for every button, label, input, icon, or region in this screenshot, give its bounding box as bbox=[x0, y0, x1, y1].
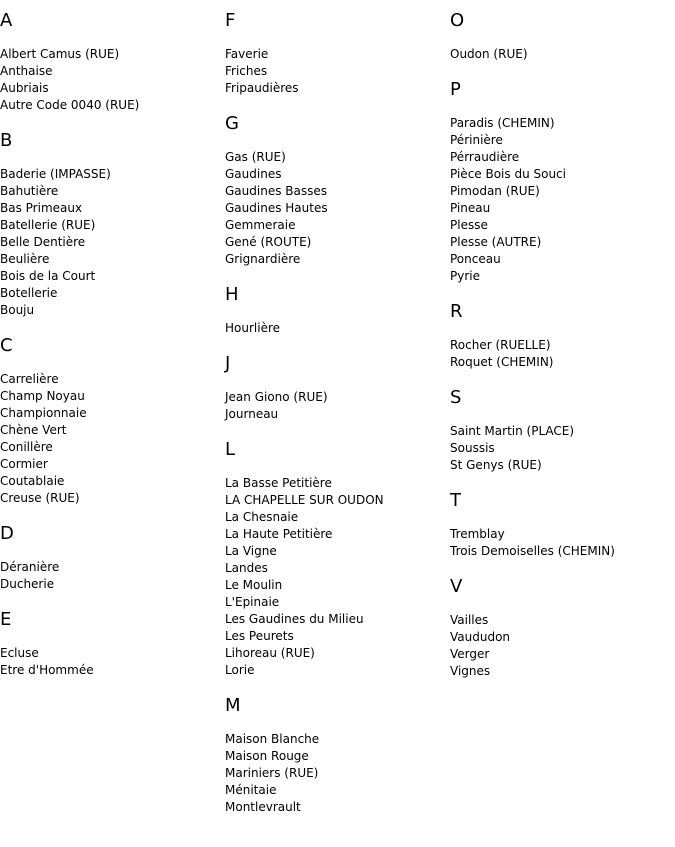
street-link-tremblay[interactable]: Tremblay bbox=[450, 527, 505, 541]
street-list bbox=[0, 371, 225, 507]
street-link-saint-martin-place[interactable]: Saint Martin (PLACE) bbox=[450, 424, 575, 438]
street-link-perraudiere[interactable]: Pérraudière bbox=[450, 150, 520, 164]
street-link-la-basse-petitiere[interactable]: La Basse Petitière bbox=[225, 476, 332, 490]
street-link-la-chesnaie[interactable]: La Chesnaie bbox=[225, 510, 299, 524]
letter-heading: L bbox=[225, 439, 236, 460]
street-link-la-haute-petitiere[interactable]: La Haute Petitière bbox=[225, 527, 333, 541]
street-link-le-moulin[interactable]: Le Moulin bbox=[225, 578, 283, 592]
street-link-menitaie[interactable]: Ménitaie bbox=[225, 783, 277, 797]
street-list bbox=[450, 612, 675, 680]
street-link-grignardiere[interactable]: Grignardière bbox=[225, 252, 301, 266]
street-list bbox=[225, 149, 450, 268]
letter-section-p bbox=[450, 79, 675, 285]
street-link-champ-noyau[interactable]: Champ Noyau bbox=[0, 389, 85, 403]
letter-section-t bbox=[450, 490, 675, 560]
street-link-pimodan-rue[interactable]: Pimodan (RUE) bbox=[450, 184, 540, 198]
street-list bbox=[450, 115, 675, 285]
letter-heading: S bbox=[450, 387, 462, 408]
letter-section-r bbox=[450, 301, 675, 371]
street-link-vignes[interactable]: Vignes bbox=[450, 664, 491, 678]
letter-section-b bbox=[0, 130, 225, 319]
letter-heading: E bbox=[0, 609, 12, 630]
street-link-aubriais[interactable]: Aubriais bbox=[0, 81, 49, 95]
street-list bbox=[0, 166, 225, 319]
street-link-periniere[interactable]: Périnière bbox=[450, 133, 503, 147]
street-list bbox=[450, 526, 675, 560]
street-link-ponceau[interactable]: Ponceau bbox=[450, 252, 501, 266]
street-link-botellerie[interactable]: Botellerie bbox=[0, 286, 58, 300]
letter-heading: A bbox=[0, 10, 13, 31]
street-link-hourliere[interactable]: Hourlière bbox=[225, 321, 281, 335]
street-link-batellerie-rue[interactable]: Batellerie (RUE) bbox=[0, 218, 96, 232]
street-list bbox=[0, 559, 225, 593]
street-link-bahutiere[interactable]: Bahutière bbox=[0, 184, 59, 198]
letter-section-c bbox=[0, 335, 225, 507]
letter-heading: T bbox=[450, 490, 461, 511]
street-link-fripaudieres[interactable]: Fripaudières bbox=[225, 81, 299, 95]
letter-heading: G bbox=[225, 113, 239, 134]
street-link-belle-dentiere[interactable]: Belle Dentière bbox=[0, 235, 86, 249]
street-link-gas-rue[interactable]: Gas (RUE) bbox=[225, 150, 286, 164]
letter-section-d bbox=[0, 523, 225, 593]
street-link-pineau[interactable]: Pineau bbox=[450, 201, 491, 215]
letter-section-l bbox=[225, 439, 450, 679]
street-link-chene-vert[interactable]: Chène Vert bbox=[0, 423, 67, 437]
street-list bbox=[225, 731, 450, 816]
street-list bbox=[450, 46, 675, 63]
street-list bbox=[450, 337, 675, 371]
letter-section-g bbox=[225, 113, 450, 268]
street-link-verger[interactable]: Verger bbox=[450, 647, 490, 661]
street-link-trois-demoiselles-chemin[interactable]: Trois Demoiselles (CHEMIN) bbox=[450, 544, 615, 558]
letter-heading: M bbox=[225, 695, 241, 716]
letter-heading: H bbox=[225, 284, 239, 305]
letter-heading: C bbox=[0, 335, 13, 356]
street-list bbox=[0, 46, 225, 114]
letter-heading: V bbox=[450, 576, 463, 597]
letter-heading: D bbox=[0, 523, 14, 544]
street-list bbox=[225, 46, 450, 97]
street-link-etre-d-hommee[interactable]: Etre d'Hommée bbox=[0, 663, 94, 677]
street-link-championnaie[interactable]: Championnaie bbox=[0, 406, 87, 420]
street-link-bois-de-la-court[interactable]: Bois de la Court bbox=[0, 269, 96, 283]
street-link-gaudines[interactable]: Gaudines bbox=[225, 167, 282, 181]
street-link-plesse[interactable]: Plesse bbox=[450, 218, 488, 232]
letter-heading: P bbox=[450, 79, 461, 100]
street-link-journeau[interactable]: Journeau bbox=[225, 407, 279, 421]
street-list bbox=[225, 320, 450, 337]
street-index-column-3 bbox=[450, 10, 675, 696]
street-link-anthaise[interactable]: Anthaise bbox=[0, 64, 53, 78]
street-link-gaudines-basses[interactable]: Gaudines Basses bbox=[225, 184, 327, 198]
street-link-landes[interactable]: Landes bbox=[225, 561, 268, 575]
street-link-baderie-impasse[interactable]: Baderie (IMPASSE) bbox=[0, 167, 111, 181]
street-link-st-genys-rue[interactable]: St Genys (RUE) bbox=[450, 458, 542, 472]
street-link-gemmeraie[interactable]: Gemmeraie bbox=[225, 218, 296, 232]
street-list bbox=[225, 389, 450, 423]
street-list bbox=[0, 645, 225, 679]
street-link-albert-camus-rue[interactable]: Albert Camus (RUE) bbox=[0, 47, 120, 61]
street-link-mariniers-rue[interactable]: Mariniers (RUE) bbox=[225, 766, 319, 780]
street-link-lihoreau-rue[interactable]: Lihoreau (RUE) bbox=[225, 646, 315, 660]
street-link-vaududon[interactable]: Vaududon bbox=[450, 630, 511, 644]
street-link-piece-bois-du-souci[interactable]: Pièce Bois du Souci bbox=[450, 167, 566, 181]
street-link-gaudines-hautes[interactable]: Gaudines Hautes bbox=[225, 201, 328, 215]
street-link-maison-blanche[interactable]: Maison Blanche bbox=[225, 732, 320, 746]
street-link-roquet-chemin[interactable]: Roquet (CHEMIN) bbox=[450, 355, 554, 369]
letter-section-h bbox=[225, 284, 450, 337]
street-index-column-2 bbox=[225, 10, 450, 832]
street-link-bas-primeaux[interactable]: Bas Primeaux bbox=[0, 201, 83, 215]
letter-section-m bbox=[225, 695, 450, 816]
letter-heading: R bbox=[450, 301, 463, 322]
street-link-friches[interactable]: Friches bbox=[225, 64, 268, 78]
street-link-maison-rouge[interactable]: Maison Rouge bbox=[225, 749, 309, 763]
letter-section-v bbox=[450, 576, 675, 680]
street-link-cormier[interactable]: Cormier bbox=[0, 457, 48, 471]
letter-section-s bbox=[450, 387, 675, 474]
letter-heading: F bbox=[225, 10, 236, 31]
street-link-soussis[interactable]: Soussis bbox=[450, 441, 495, 455]
street-link-la-vigne[interactable]: La Vigne bbox=[225, 544, 277, 558]
letter-section-o bbox=[450, 10, 675, 63]
street-link-ecluse[interactable]: Ecluse bbox=[0, 646, 39, 660]
street-link-oudon-rue[interactable]: Oudon (RUE) bbox=[450, 47, 528, 61]
street-link-gene-route[interactable]: Gené (ROUTE) bbox=[225, 235, 312, 249]
street-link-la-chapelle-sur-oudon[interactable]: LA CHAPELLE SUR OUDON bbox=[225, 493, 384, 507]
street-link-pyrie[interactable]: Pyrie bbox=[450, 269, 480, 283]
street-link-autre-code-0040-rue[interactable]: Autre Code 0040 (RUE) bbox=[0, 98, 140, 112]
street-link-ducherie[interactable]: Ducherie bbox=[0, 577, 55, 591]
street-link-l-epinaie[interactable]: L'Epinaie bbox=[225, 595, 280, 609]
street-link-les-gaudines-du-milieu[interactable]: Les Gaudines du Milieu bbox=[225, 612, 364, 626]
letter-heading: O bbox=[450, 10, 465, 31]
street-link-carreliere[interactable]: Carrelière bbox=[0, 372, 59, 386]
street-link-vailles[interactable]: Vailles bbox=[450, 613, 489, 627]
street-link-faverie[interactable]: Faverie bbox=[225, 47, 269, 61]
street-link-bouju[interactable]: Bouju bbox=[0, 303, 35, 317]
street-link-paradis-chemin[interactable]: Paradis (CHEMIN) bbox=[450, 116, 555, 130]
street-link-montlevrault[interactable]: Montlevrault bbox=[225, 800, 301, 814]
letter-heading: J bbox=[225, 353, 231, 374]
street-link-plesse-autre[interactable]: Plesse (AUTRE) bbox=[450, 235, 542, 249]
street-list bbox=[450, 423, 675, 474]
letter-section-a bbox=[0, 10, 225, 114]
street-link-lorie[interactable]: Lorie bbox=[225, 663, 255, 677]
street-link-beuliere[interactable]: Beulière bbox=[0, 252, 50, 266]
street-link-jean-giono-rue[interactable]: Jean Giono (RUE) bbox=[225, 390, 328, 404]
street-index-column-1 bbox=[0, 10, 225, 695]
street-link-rocher-ruelle[interactable]: Rocher (RUELLE) bbox=[450, 338, 551, 352]
letter-heading: B bbox=[0, 130, 13, 151]
street-list bbox=[225, 475, 450, 679]
letter-section-f bbox=[225, 10, 450, 97]
street-link-les-peurets[interactable]: Les Peurets bbox=[225, 629, 294, 643]
street-link-deraniere[interactable]: Déranière bbox=[0, 560, 60, 574]
street-link-creuse-rue[interactable]: Creuse (RUE) bbox=[0, 491, 80, 505]
street-link-coutablaie[interactable]: Coutablaie bbox=[0, 474, 65, 488]
street-link-conillere[interactable]: Conillère bbox=[0, 440, 53, 454]
letter-section-e bbox=[0, 609, 225, 679]
letter-section-j bbox=[225, 353, 450, 423]
